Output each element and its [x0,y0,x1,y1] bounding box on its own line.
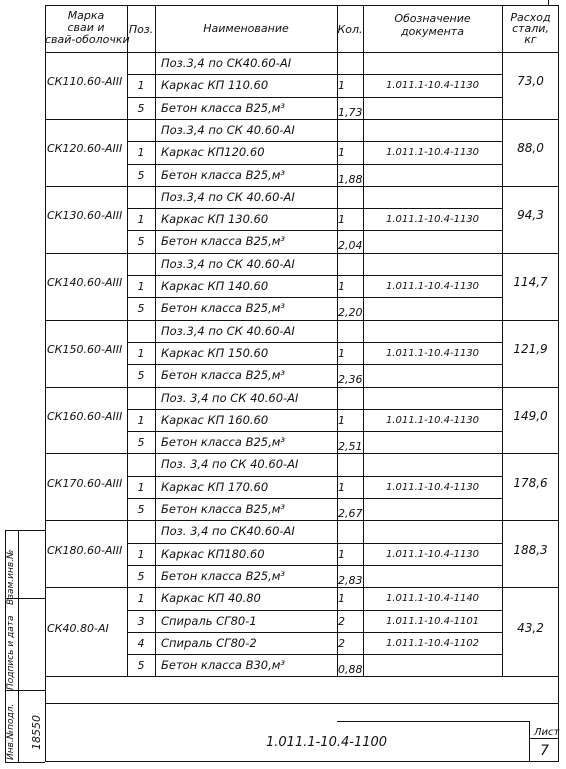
row-quantity: 2,36 [338,373,363,387]
group-mark: СК180.60-АIII [47,543,123,557]
row-name: Бетон класса В25,м³ [161,234,286,249]
row-name: Каркас КП 140.60 [161,279,269,293]
group-steel-mass: 149,0 [513,408,548,423]
row-name: Бетон класса В25,м³ [161,368,286,383]
group-mark: СК140.60-АIII [47,276,123,290]
row-position: 1 [137,413,145,427]
side-strip-inner [18,530,19,762]
row-divider [127,141,502,142]
group-divider [45,186,559,187]
row-quantity: 1 [338,547,345,561]
row-name: Бетон класса В30,м³ [161,658,286,673]
row-position: 5 [137,369,145,383]
row-name: Бетон класса В25,м³ [161,502,286,516]
row-divider [127,409,502,410]
row-quantity: 2,83 [338,573,363,587]
row-divider [127,498,502,499]
row-quantity: 1 [338,79,345,93]
row-position: 5 [137,569,145,583]
row-position: 5 [137,101,145,115]
row-name: Спираль СГ80-1 [161,613,257,628]
row-quantity: 1 [338,413,345,427]
row-position: 5 [137,436,145,450]
stamp-inner-line [337,721,529,722]
row-document: 1.011.1-10.4-1102 [385,637,480,649]
row-position: 1 [137,280,145,293]
row-name: Каркас КП 130.60 [161,212,269,227]
side-strip-bottom [5,762,45,763]
header-doc-line: документа [401,25,464,38]
row-name: Бетон класса В25,м³ [161,568,286,583]
side-strip-top [5,530,45,531]
row-divider [127,654,502,655]
header-doc-line: Обозначение [394,12,471,25]
row-name: Спираль СГ80-2 [161,635,257,650]
header-steel-line: Расход [510,11,551,24]
row-name: Каркас КП 160.60 [161,412,269,427]
row-name: Бетон класса В25,м³ [161,100,286,115]
row-position: 4 [137,636,145,650]
row-position: 5 [137,168,145,182]
row-position: 5 [137,302,145,316]
header-mark-line: сваи и [67,21,105,34]
row-document: 1.011.1-10.4-1130 [385,347,480,359]
row-quantity: 1 [338,280,345,293]
row-quantity: 1 [338,592,345,606]
group-mark: СК160.60-АIII [47,409,123,423]
row-divider [127,364,502,365]
row-name: Поз.3,4 по СК 40.60-АI [161,323,295,338]
row-quantity: 1,88 [338,172,363,186]
group-mark: СК110.60-АIII [47,75,123,89]
row-quantity: 2 [338,636,345,650]
row-quantity: 2,67 [338,507,363,520]
row-divider [127,476,502,477]
row-divider [127,164,502,165]
row-quantity: 1 [338,146,345,160]
row-position: 1 [137,480,145,494]
row-position: 5 [137,503,145,516]
row-position: 1 [137,547,145,561]
side-label-replace: Взам.инв.№ [6,549,16,605]
row-divider [127,565,502,566]
row-name: Каркас КП 110.60 [161,78,269,93]
row-name: Каркас КП 40.80 [161,591,261,606]
row-position: 1 [137,592,145,606]
group-steel-mass: 114,7 [513,275,548,290]
row-divider [127,275,502,276]
row-document: 1.011.1-10.4-1130 [385,414,480,426]
row-name: Каркас КП180.60 [161,546,265,561]
row-quantity: 1 [338,213,345,227]
row-position: 1 [137,346,145,360]
row-name: Бетон класса В25,м³ [161,167,286,182]
col-line-name [155,5,156,676]
header-qty: Кол. [337,23,363,36]
row-name: Поз.3,4 по СК 40.60-АI [161,189,295,204]
group-mark: СК40.80-АI [47,621,109,635]
group-divider [45,387,559,388]
row-name: Бетон класса В25,м³ [161,301,286,316]
row-document: 1.011.1-10.4-1130 [385,147,480,159]
document-code: 1.011.1-10.4-1100 [266,735,388,750]
row-quantity: 2,04 [338,239,363,253]
group-mark: СК170.60-АIII [47,476,123,490]
header-name: Наименование [203,22,289,35]
row-name: Поз.3,4 по СК 40.60-АI [161,256,295,271]
group-divider [45,453,559,454]
stamp-top-line [45,703,559,704]
header-pos: Поз. [128,23,154,36]
group-steel-mass: 188,3 [513,542,548,557]
group-steel-mass: 73,0 [517,74,544,89]
row-position: 5 [137,659,145,673]
row-name: Поз. 3,4 по СК 40.60-АI [161,457,299,472]
side-label-signature: Подпись и дата [6,615,16,690]
header-mark-line: Марка [67,9,105,22]
row-document: 1.011.1-10.4-1130 [385,481,480,493]
side-strip-div2 [5,690,45,691]
row-quantity: 2 [338,614,345,628]
group-mark: СК150.60-АIII [47,343,123,357]
row-document: 1.011.1-10.4-1130 [385,214,480,226]
group-mark: СК120.60-АIII [47,142,123,156]
row-position: 1 [137,213,145,227]
row-document: 1.011.1-10.4-1130 [385,548,480,560]
row-divider [127,297,502,298]
row-position: 3 [137,614,145,628]
row-name: Поз. 3,4 по СК40.60-АI [161,524,295,539]
header-steel-line: кг [524,33,537,46]
row-quantity: 1,73 [338,105,363,119]
row-name: Поз.3,4 по СК 40.60-АI [161,122,295,137]
col-line-qty [337,5,338,676]
row-document: 1.011.1-10.4-1140 [385,593,480,605]
row-divider [127,632,502,633]
group-steel-mass: 43,2 [517,620,544,635]
row-quantity: 2,51 [338,440,363,454]
row-quantity: 1 [338,480,345,494]
group-steel-mass: 94,3 [517,208,544,223]
row-position: 1 [137,79,145,93]
group-mark: СК130.60-АIII [47,209,123,223]
row-divider [127,610,502,611]
col-line-doc [363,5,364,676]
sheet-label: Лист [534,727,560,738]
stamp-sheet-line [529,738,559,739]
header-steel-line: стали, [512,22,549,35]
stamp-sheet-divider [529,721,530,762]
row-name: Бетон класса В25,м³ [161,435,286,450]
group-divider [45,320,559,321]
row-position: 5 [137,235,145,249]
side-label-inv: Инв.№подл. [6,703,16,760]
sheet-number: 7 [540,743,549,759]
row-name: Каркас КП 170.60 [161,479,269,494]
header-mark-line: свай-оболочки [45,33,130,46]
group-divider [45,587,559,588]
row-quantity: 2,20 [338,306,363,320]
group-divider [45,520,559,521]
row-document: 1.011.1-10.4-1130 [385,281,480,292]
group-steel-mass: 178,6 [513,475,548,490]
row-name: Поз.3,4 по СК40.60-АI [161,56,292,70]
row-position: 1 [137,146,145,160]
row-quantity: 0,88 [338,663,363,677]
group-steel-mass: 121,9 [513,342,548,357]
row-divider [127,431,502,432]
header-bottom-line [45,52,559,53]
row-document: 1.011.1-10.4-1130 [385,80,480,92]
row-divider [127,97,502,98]
row-document: 1.011.1-10.4-1101 [385,615,480,627]
group-divider [45,676,559,677]
row-quantity: 1 [338,346,345,360]
col-line-pos [127,5,128,676]
group-steel-mass: 88,0 [517,141,544,156]
group-divider [45,253,559,254]
side-inv-number: 18550 [30,715,43,750]
row-divider [127,342,502,343]
col-line-steel [502,5,503,676]
row-name: Каркас КП 150.60 [161,345,269,360]
row-divider [127,543,502,544]
group-divider [45,119,559,120]
row-name: Поз. 3,4 по СК 40.60-АI [161,390,299,405]
row-name: Каркас КП120.60 [161,145,265,160]
row-divider [127,230,502,231]
row-divider [127,208,502,209]
row-divider [127,74,502,75]
